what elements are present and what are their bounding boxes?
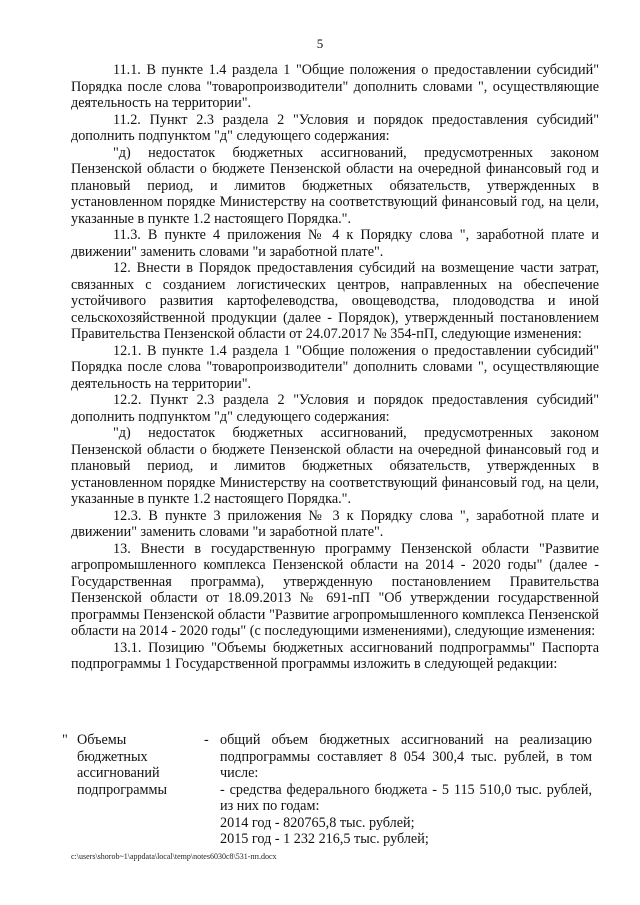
paragraph-11-1: 11.1. В пункте 1.4 раздела 1 "Общие положения о предоставлении субсидий" Порядка после слова "товаропроизводители" дополнить словами ", осуществляющие деятельность на территории".	[71, 62, 599, 111]
paragraph-11-3: 11.3. В пункте 4 приложения № 4 к Порядку слова ", заработной плате и движении" заменить словами "и заработной плате".	[71, 227, 599, 260]
passport-label-line: Объемы	[77, 732, 127, 748]
paragraph-12-2: 12.2. Пункт 2.3 раздела 2 "Условия и порядок предоставления субсидий" дополнить подпунктом "д" следующего содержания:	[71, 392, 599, 425]
footer-file-path: c:\users\shorob~1\appdata\local\temp\notes6030c8\531-пп.docx	[71, 852, 277, 861]
passport-dash: -	[204, 732, 209, 748]
passport-label	[77, 732, 197, 798]
paragraph-12-1: 12.1. В пункте 1.4 раздела 1 "Общие положения о предоставлении субсидий" Порядка после слова "товаропроизводители" дополнить словами ", осуществляющие деятельность на территории".	[71, 342, 599, 392]
opening-quote: "	[62, 732, 68, 748]
paragraph-12-3: 12.3. В пункте 3 приложения № 3 к Порядку слова ", заработной плате и движении" заменить словами "и заработной плате".	[71, 507, 599, 540]
passport-total-line: общий объем бюджетных ассигнований на реализацию подпрограммы составляет 8 054 300,4 тыс. рублей, в том числе:	[220, 732, 592, 781]
passport-value	[220, 732, 592, 848]
paragraph-11-2-subpoint-d: "д) недостаток бюджетных ассигнований, предусмотренных законом Пензенской области о бюджете Пензенской области на очередной финансовый год и плановый период, и лимитов бюджетных обязательств, утвержденных в установленном порядке Министерству на соответствующий финансовый год, на цели, указанные в пункте 1.2 настоящего Порядка.".	[71, 144, 599, 227]
passport-label-line: ассигнований	[77, 765, 160, 781]
page-number: 5	[316, 36, 324, 51]
paragraph-12: 12. Внести в Порядок предоставления субсидий на возмещение части затрат, связанных с созданием логистических центров, направленных на обеспечение устойчивого развития картофелеводства, овощеводства, плодоводства и иной сельскохозяйственной продукции (далее - Порядок), утвержденный постановлением Правительства Пензенской области от 24.07.2017 № 354-пП, следующие изменения:	[71, 260, 599, 342]
paragraph-13: 13. Внести в государственную программу Пензенской области "Развитие агропромышленного комплекса Пензенской области на 2014 - 2020 годы" (далее - Государственная программа), утвержденную постановлением Правительства Пензенской области от 18.09.2013 № 691-пП "Об утверждении государственной программы Пензенской области "Развитие агропромышленного комплекса Пензенской области на 2014 - 2020 годы" (с последующими изменениями), следующие изменения:	[71, 540, 599, 639]
paragraph-11-2: 11.2. Пункт 2.3 раздела 2 "Условия и порядок предоставления субсидий" дополнить подпунктом "д" следующего содержания:	[71, 111, 599, 144]
passport-year-2015: 2015 год - 1 232 216,5 тыс. рублей;	[220, 831, 429, 847]
paragraph-12-2-subpoint-d: "д) недостаток бюджетных ассигнований, предусмотренных законом Пензенской области о бюджете Пензенской области на очередной финансовый год и плановый период, и лимитов бюджетных обязательств, утвержденных в установленном порядке Министерству на соответствующий финансовый год, на цели, указанные в пункте 1.2 настоящего Порядка.".	[71, 425, 599, 507]
document-body	[71, 62, 599, 673]
passport-label-line: бюджетных	[77, 748, 148, 765]
passport-label-line: подпрограммы	[77, 781, 167, 798]
passport-year-2014: 2014 год - 820765,8 тыс. рублей;	[220, 814, 415, 831]
paragraph-13-1: 13.1. Позицию "Объемы бюджетных ассигнований подпрограммы" Паспорта подпрограммы 1 Государственной программы изложить в следующей редакции:	[71, 639, 599, 672]
passport-federal-line: - средства федерального бюджета - 5 115 510,0 тыс. рублей, из них по годам:	[220, 781, 592, 814]
